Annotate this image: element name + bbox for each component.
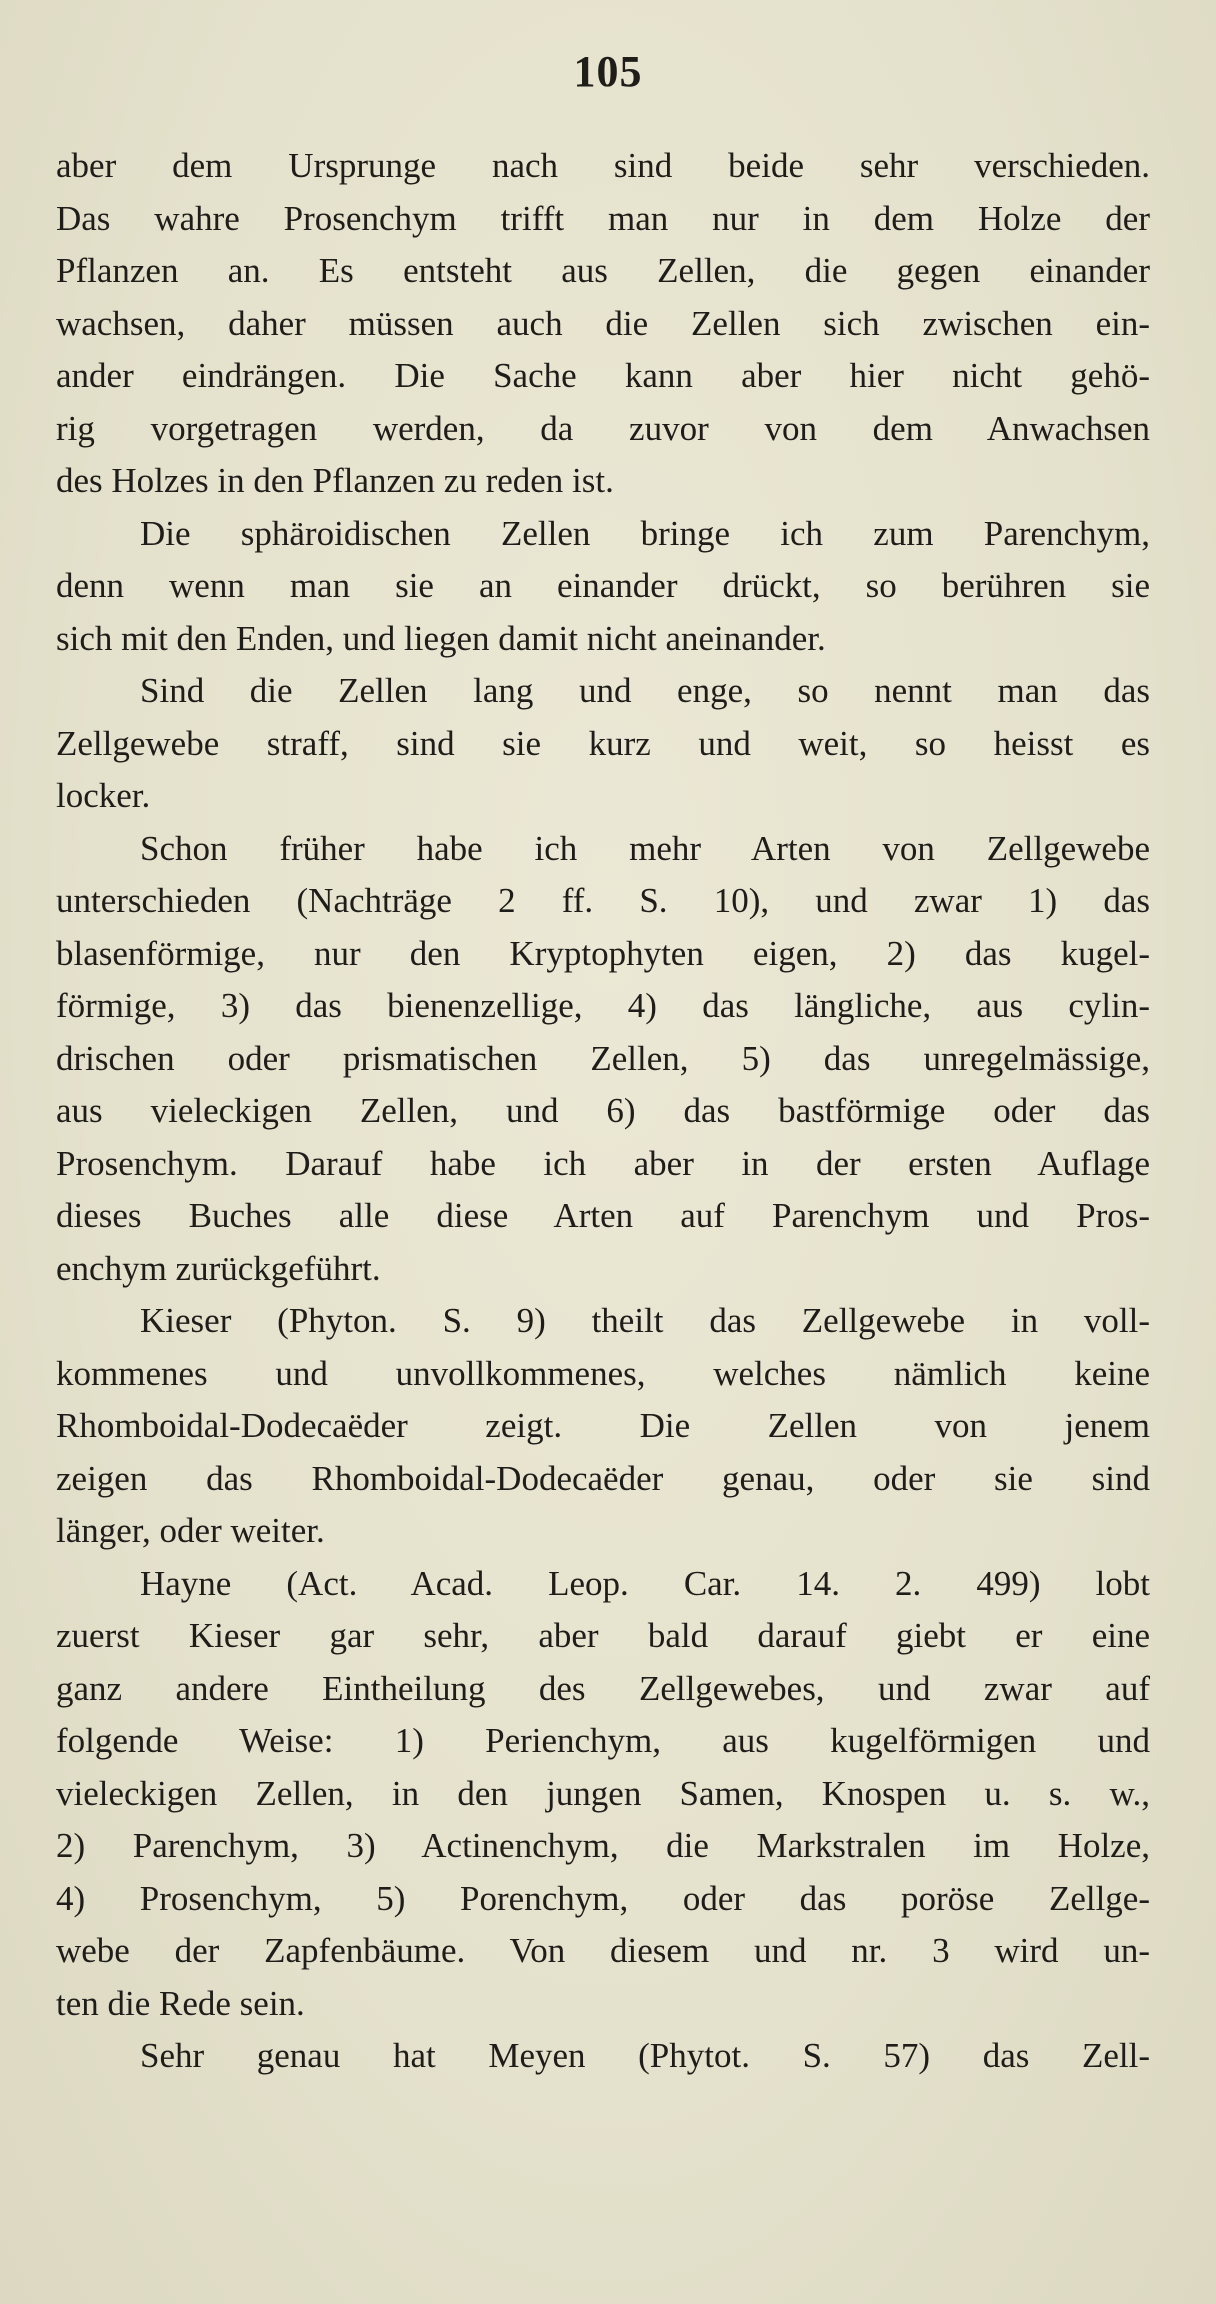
text-line: zeigen das Rhomboidal-Dodecaëder genau, oder sie sind: [56, 1458, 1150, 1498]
text-line: ten die Rede sein.: [56, 1983, 305, 2023]
text-line: Rhomboidal-Dodecaëder zeigt. Die Zellen von jenem: [56, 1406, 1150, 1445]
text-line: unterschieden (Nachträge 2 ff. S. 10), und zwar 1) das: [56, 881, 1150, 920]
text-line: kommenes und unvollkommenes, welches nämlich keine: [56, 1353, 1150, 1393]
text-line: Sehr genau hat Meyen (Phytot. S. 57) das Zell-: [140, 2036, 1150, 2075]
text-line: vieleckigen Zellen, in den jungen Samen, Knospen u. s. w.,: [56, 1773, 1150, 1813]
text-line: blasenförmige, nur den Kryptophyten eigen, 2) das kugel-: [56, 933, 1150, 973]
text-line: webe der Zapfenbäume. Von diesem und nr. 3 wird un-: [56, 1931, 1150, 1970]
text-line: ganz andere Eintheilung des Zellgewebes, und zwar auf: [56, 1668, 1150, 1708]
page-number: 105: [573, 47, 643, 96]
text-line: Kieser (Phyton. S. 9) theilt das Zellgewebe in voll-: [140, 1301, 1150, 1340]
text-line: Hayne (Act. Acad. Leop. Car. 14. 2. 499) lobt: [140, 1563, 1150, 1603]
text-line: locker.: [56, 776, 151, 815]
text-line: rig vorgetragen werden, da zuvor von dem Anwachsen: [56, 408, 1150, 448]
text-line: Zellgewebe straff, sind sie kurz und weit, so heisst es: [56, 723, 1150, 763]
text-line: förmige, 3) das bienenzellige, 4) das längliche, aus cylin-: [56, 986, 1150, 1025]
text-line: sich mit den Enden, und liegen damit nicht aneinander.: [56, 618, 826, 658]
text-line: Das wahre Prosenchym trifft man nur in dem Holze der: [56, 198, 1150, 238]
text-line: enchym zurückgeführt.: [56, 1248, 381, 1288]
text-line: Prosenchym. Darauf habe ich aber in der ersten Auflage: [56, 1143, 1150, 1183]
text-line: aus vieleckigen Zellen, und 6) das bastförmige oder das: [56, 1091, 1150, 1130]
text-line: folgende Weise: 1) Perienchym, aus kugelförmigen und: [56, 1721, 1150, 1760]
text-line: Schon früher habe ich mehr Arten von Zellgewebe: [140, 828, 1150, 868]
text-line: zuerst Kieser gar sehr, aber bald darauf giebt er eine: [56, 1616, 1150, 1655]
text-line: 4) Prosenchym, 5) Porenchym, oder das poröse Zellge-: [56, 1878, 1150, 1918]
text-line: denn wenn man sie an einander drückt, so berühren sie: [56, 566, 1150, 605]
text-line: aber dem Ursprunge nach sind beide sehr verschieden.: [56, 146, 1150, 185]
text-line: Sind die Zellen lang und enge, so nennt man das: [140, 671, 1150, 710]
text-line: 2) Parenchym, 3) Actinenchym, die Markstralen im Holze,: [56, 1826, 1150, 1865]
text-line: Die sphäroidischen Zellen bringe ich zum Parenchym,: [140, 513, 1150, 553]
text-line: ander eindrängen. Die Sache kann aber hier nicht gehö-: [56, 356, 1150, 395]
text-line: des Holzes in den Pflanzen zu reden ist.: [56, 461, 614, 500]
text-line: dieses Buches alle diese Arten auf Parenchym und Pros-: [56, 1196, 1150, 1235]
text-line: wachsen, daher müssen auch die Zellen sich zwischen ein-: [56, 303, 1150, 343]
text-line: drischen oder prismatischen Zellen, 5) das unregelmässige,: [56, 1038, 1150, 1078]
text-line: Pflanzen an. Es entsteht aus Zellen, die gegen einander: [56, 251, 1150, 290]
text-line: länger, oder weiter.: [56, 1511, 325, 1550]
body-text: [56, 140, 1150, 2083]
